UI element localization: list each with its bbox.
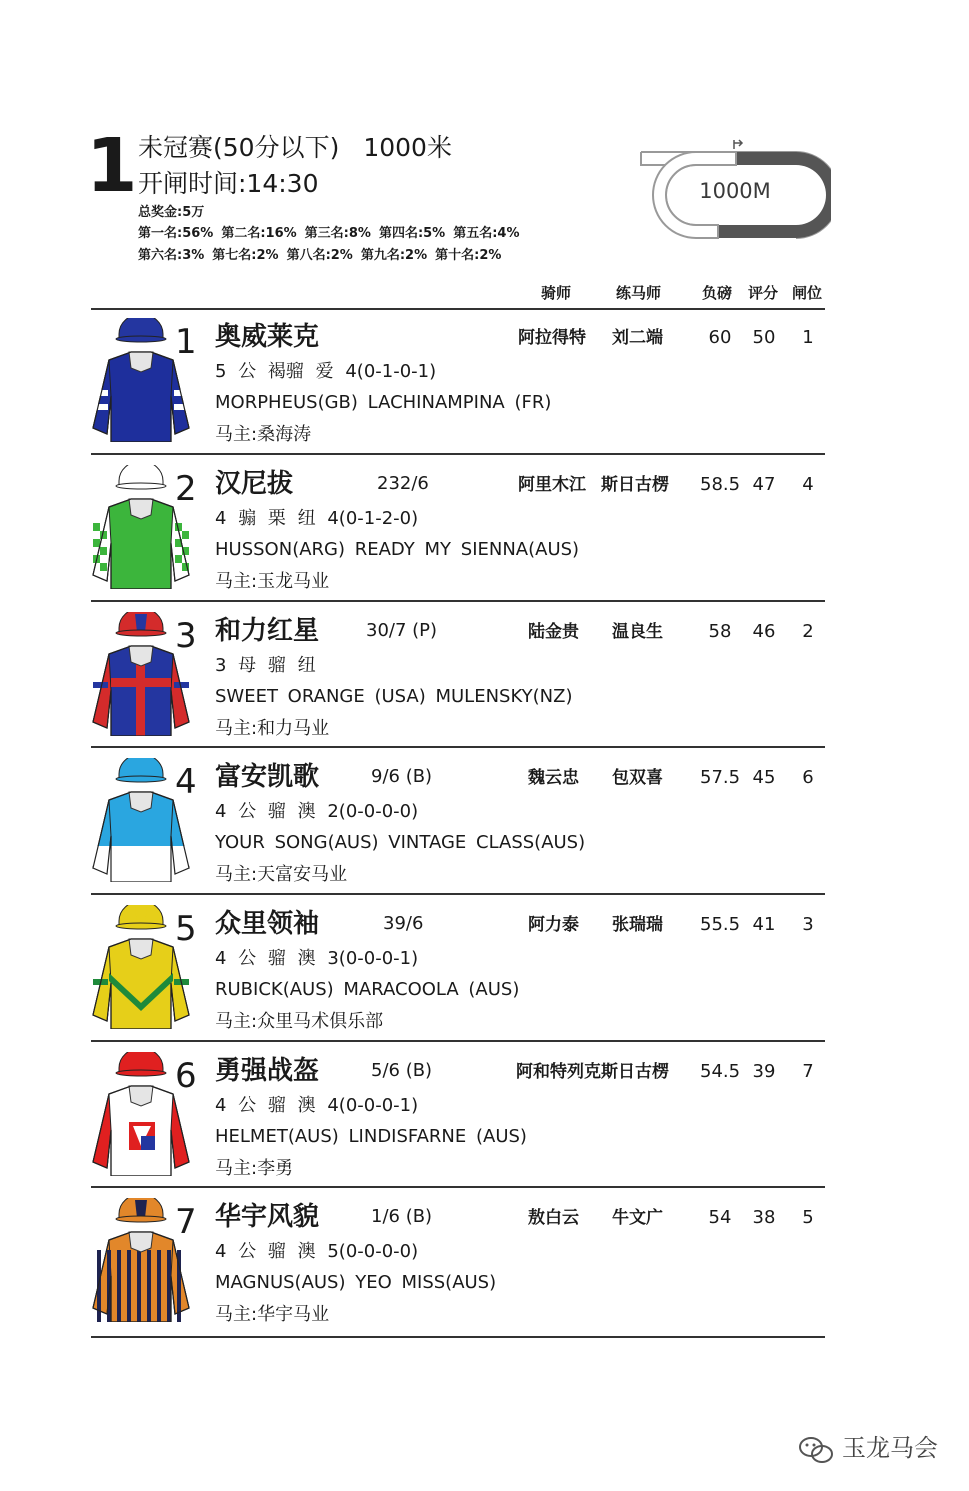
header-trainer: 练马师 [616, 284, 662, 302]
trainer-name: 刘二端 [612, 328, 663, 348]
horse-owner: 马主:华宇马业 [215, 1304, 330, 1325]
horse-owner: 马主:天富安马业 [215, 864, 348, 885]
row-divider [91, 453, 825, 455]
horse-pedigree: HUSSON(ARG) READY MY SIENNA(AUS) [215, 539, 580, 560]
horse-owner: 马主:众里马术俱乐部 [215, 1011, 384, 1032]
track-distance-label: 1000M [699, 179, 771, 203]
draw-value: 5 [802, 1207, 814, 1228]
horse-owner: 马主:桑海涛 [215, 424, 312, 445]
row-divider [91, 600, 825, 602]
draw-value: 6 [802, 767, 814, 788]
weight-value: 55.5 [700, 914, 741, 935]
weight-value: 54.5 [700, 1061, 741, 1082]
horse-name: 勇强战盔 [215, 1056, 320, 1086]
bottom-divider [91, 1336, 825, 1338]
prize-3: 第三名:8% [304, 226, 371, 241]
jockey-name: 魏云忠 [528, 768, 579, 788]
draw-value: 2 [802, 621, 814, 642]
prize-row-2 [138, 247, 509, 265]
jockey-name: 阿力泰 [528, 915, 579, 935]
jockey-name: 阿里木江 [518, 475, 586, 495]
horse-info: 4 公 骝 澳 3(0-0-0-1) [215, 948, 419, 969]
horse-odds: 39/6 [383, 913, 424, 934]
horse-name: 和力红星 [215, 616, 320, 646]
rating-value: 47 [752, 474, 776, 495]
horse-name: 华宇风貌 [215, 1202, 320, 1232]
horse-pedigree: YOUR SONG(AUS) VINTAGE CLASS(AUS) [215, 832, 586, 853]
rating-value: 45 [752, 767, 776, 788]
horse-info: 4 骟 栗 纽 4(0-1-2-0) [215, 508, 419, 529]
horse-odds: 1/6 (B) [371, 1206, 433, 1227]
horse-pedigree: HELMET(AUS) LINDISFARNE (AUS) [215, 1126, 527, 1147]
jockey-name: 阿和特列克 [516, 1062, 601, 1082]
prize-4: 第四名:5% [378, 226, 446, 241]
horse-number: 1 [175, 322, 197, 362]
header-weight: 负磅 [702, 284, 733, 302]
jockey-name: 敖白云 [528, 1208, 579, 1228]
runner-row [91, 1190, 825, 1337]
trainer-name: 斯日古楞 [601, 1062, 669, 1082]
row-divider [91, 1186, 825, 1188]
race-title [138, 132, 452, 164]
header-jockey: 骑师 [541, 284, 572, 302]
horse-odds: 5/6 (B) [371, 1060, 433, 1081]
prize-row-1 [138, 225, 528, 243]
start-time: 开闸时间:14:30 [138, 169, 319, 198]
horse-info: 5 公 褐骝 爱 4(0-1-0-1) [215, 361, 437, 382]
weight-value: 58.5 [700, 474, 741, 495]
wechat-icon [797, 1435, 837, 1465]
horse-number: 5 [175, 909, 197, 949]
horse-info: 3 母 骝 纽 [215, 655, 316, 676]
prize-2: 第二名:16% [221, 226, 297, 241]
prize-5: 第五名:4% [453, 226, 520, 241]
draw-value: 7 [802, 1061, 814, 1082]
trainer-name: 温良生 [612, 622, 663, 642]
prize-8: 第八名:2% [286, 248, 353, 263]
row-divider [91, 746, 825, 748]
header-rating: 评分 [748, 284, 779, 302]
horse-number: 7 [175, 1202, 197, 1242]
prize-1: 第一名:56% [138, 226, 214, 241]
horse-pedigree: RUBICK(AUS) MARACOOLA (AUS) [215, 979, 520, 1000]
runner-row [91, 750, 825, 897]
trainer-name: 包双喜 [612, 768, 663, 788]
weight-value: 58 [708, 621, 732, 642]
horse-name: 众里领袖 [215, 909, 320, 939]
header-draw: 闸位 [792, 284, 823, 302]
runner-row [91, 897, 825, 1044]
horse-number: 3 [175, 616, 197, 656]
horse-odds: 232/6 [377, 473, 429, 494]
draw-value: 4 [802, 474, 814, 495]
horse-info: 4 公 骝 澳 4(0-0-0-1) [215, 1095, 419, 1116]
trainer-name: 张瑞瑞 [612, 915, 663, 935]
horse-info: 4 公 骝 澳 2(0-0-0-0) [215, 801, 419, 822]
runner-row [91, 310, 825, 457]
weight-value: 54 [708, 1207, 732, 1228]
horse-pedigree: MAGNUS(AUS) YEO MISS(AUS) [215, 1272, 497, 1293]
runner-row [91, 1044, 825, 1191]
race-class: 未冠赛(50分以下) [138, 133, 340, 162]
horse-owner: 马主:和力马业 [215, 718, 330, 739]
horse-name: 汉尼拔 [215, 469, 294, 499]
trainer-name: 牛文广 [612, 1208, 663, 1228]
horse-info: 4 公 骝 澳 5(0-0-0-0) [215, 1241, 419, 1262]
horse-number: 4 [175, 762, 197, 802]
rating-value: 46 [752, 621, 776, 642]
horse-owner: 马主:玉龙马业 [215, 571, 330, 592]
race-number: 1 [86, 123, 138, 209]
jockey-name: 陆金贵 [528, 622, 579, 642]
prize-6: 第六名:3% [138, 248, 205, 263]
row-divider [91, 1040, 825, 1042]
horse-name: 奥威莱克 [215, 322, 320, 352]
rating-value: 41 [752, 914, 776, 935]
race-distance: 1000米 [363, 133, 452, 162]
weight-value: 57.5 [700, 767, 741, 788]
draw-value: 3 [802, 914, 814, 935]
prize-9: 第九名:2% [360, 248, 428, 263]
runner-row [91, 457, 825, 604]
jockey-name: 阿拉得特 [518, 328, 586, 348]
horse-number: 6 [175, 1056, 197, 1096]
horse-odds: 30/7 (P) [366, 620, 438, 641]
rating-value: 39 [752, 1061, 776, 1082]
row-divider [91, 893, 825, 895]
prize-7: 第七名:2% [212, 248, 279, 263]
rating-value: 38 [752, 1207, 776, 1228]
runner-row [91, 604, 825, 751]
weight-value: 60 [708, 327, 732, 348]
rating-value: 50 [752, 327, 776, 348]
horse-number: 2 [175, 469, 197, 509]
total-purse: 总奖金:5万 [138, 205, 205, 220]
horse-owner: 马主:李勇 [215, 1158, 294, 1179]
start-flag-icon [734, 140, 742, 149]
horse-pedigree: MORPHEUS(GB) LACHINAMPINA (FR) [215, 392, 552, 413]
horse-odds: 9/6 (B) [371, 766, 433, 787]
draw-value: 1 [802, 327, 814, 348]
watermark-text: 玉龙马会 [842, 1434, 938, 1462]
horse-pedigree: SWEET ORANGE (USA) MULENSKY(NZ) [215, 686, 573, 707]
prize-10: 第十名:2% [435, 248, 502, 263]
horse-name: 富安凯歌 [215, 762, 320, 792]
trainer-name: 斯日古楞 [601, 475, 669, 495]
